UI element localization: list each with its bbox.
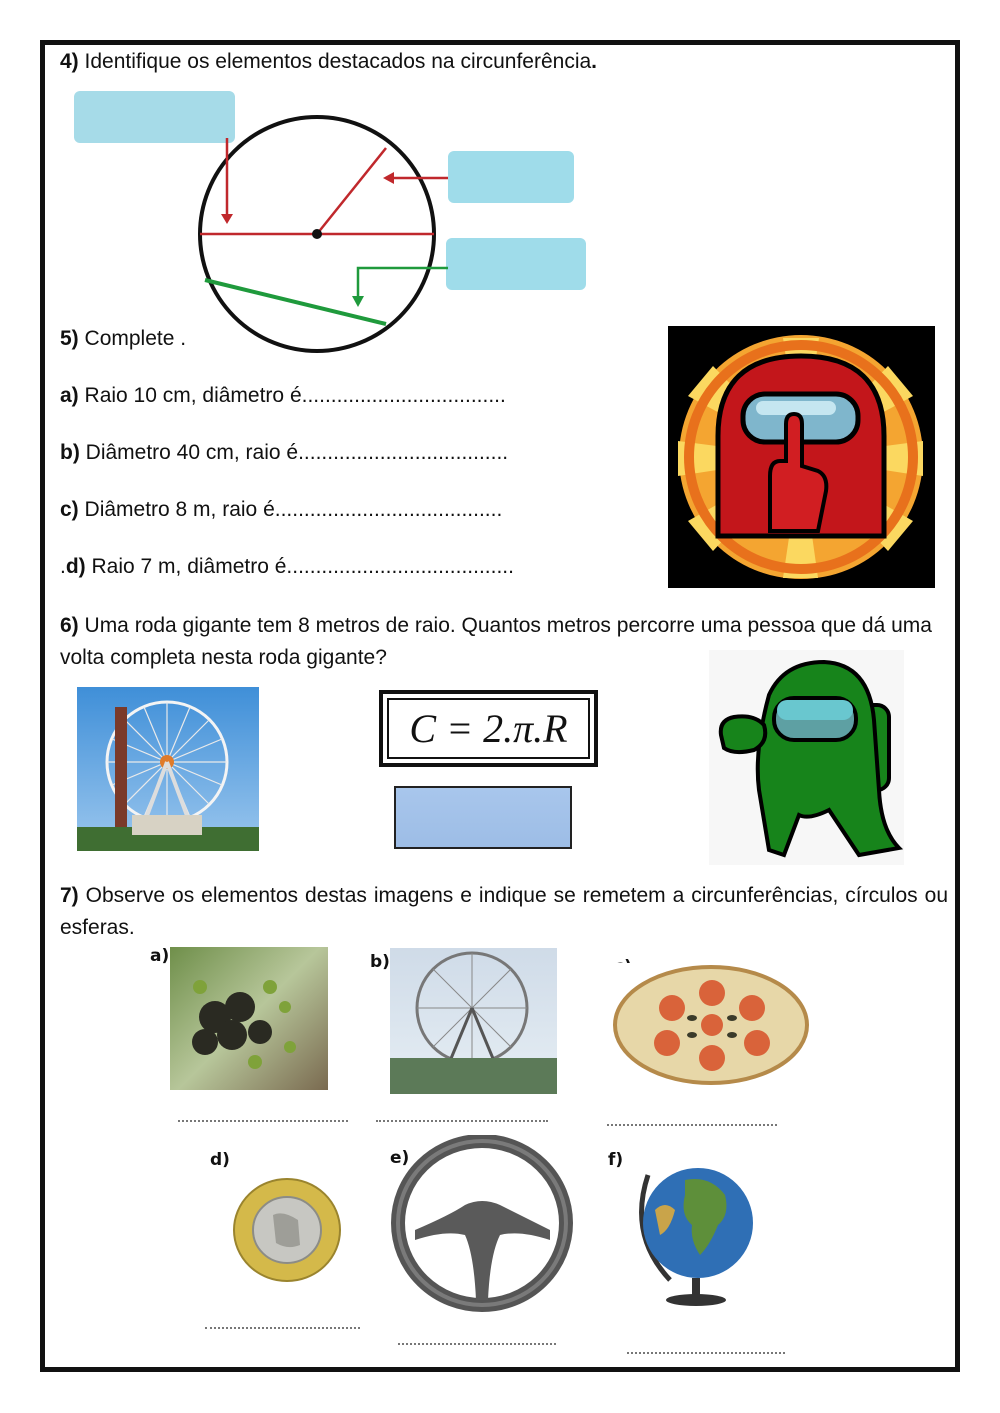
answer-line-b[interactable]	[376, 1120, 548, 1122]
q6-answer-box[interactable]	[394, 786, 572, 849]
answer-box-radius[interactable]	[448, 151, 574, 203]
arrow-head-icon	[352, 296, 364, 307]
answer-line-f[interactable]	[627, 1352, 785, 1354]
jabuticaba-photo	[170, 947, 328, 1090]
q7-label-d: d)	[210, 1150, 230, 1170]
formula-text: C = 2.π.R	[387, 698, 590, 759]
circumference-formula	[379, 690, 598, 767]
q7-text: 7) Observe os elementos destas imagens e indique se remetem a circunferências, círculos ou esferas.	[60, 884, 948, 939]
q5-heading: 5) Complete .	[60, 327, 187, 350]
q7-label-f: f)	[608, 1150, 624, 1170]
arrow-head-icon	[221, 214, 233, 224]
globe-photo	[630, 1155, 755, 1310]
q7-label-b: b)	[370, 952, 390, 972]
green-crewmate	[709, 650, 904, 865]
q6-text: 6) Uma roda gigante tem 8 metros de raio. Quantos metros percorre uma pessoa que dá uma volta completa nesta roda gigante?	[60, 614, 932, 669]
q5-item-d: .d) Raio 7 m, diâmetro é.......................................	[60, 555, 514, 578]
answer-line-c[interactable]	[607, 1124, 777, 1126]
q5-item-a: a) Raio 10 cm, diâmetro é...................................	[60, 384, 506, 407]
ferris-wheel-photo-2	[390, 948, 557, 1094]
circle-diagram	[190, 110, 450, 360]
q7-label-e: e)	[390, 1148, 410, 1168]
steering-wheel-photo	[390, 1135, 575, 1313]
ferris-wheel-photo	[77, 687, 259, 851]
q5-item-b: b) Diâmetro 40 cm, raio é....................................	[60, 441, 509, 464]
center-point	[312, 229, 322, 239]
answer-line-a[interactable]	[178, 1120, 348, 1122]
arrow-head-icon	[383, 172, 394, 184]
q7-label-a: a)	[150, 946, 170, 966]
answer-box-chord[interactable]	[446, 238, 586, 290]
arrow-chord	[358, 268, 448, 300]
coin-photo	[228, 1175, 346, 1285]
pizza-photo	[612, 963, 810, 1085]
q4-heading: 4) Identifique os elementos destacados na circunferência.	[60, 50, 598, 73]
answer-line-d[interactable]	[205, 1327, 360, 1329]
answer-line-e[interactable]	[398, 1343, 556, 1345]
red-crewmate-badge	[668, 326, 935, 588]
q5-item-c: c) Diâmetro 8 m, raio é.......................................	[60, 498, 503, 521]
radius-line	[317, 148, 386, 234]
